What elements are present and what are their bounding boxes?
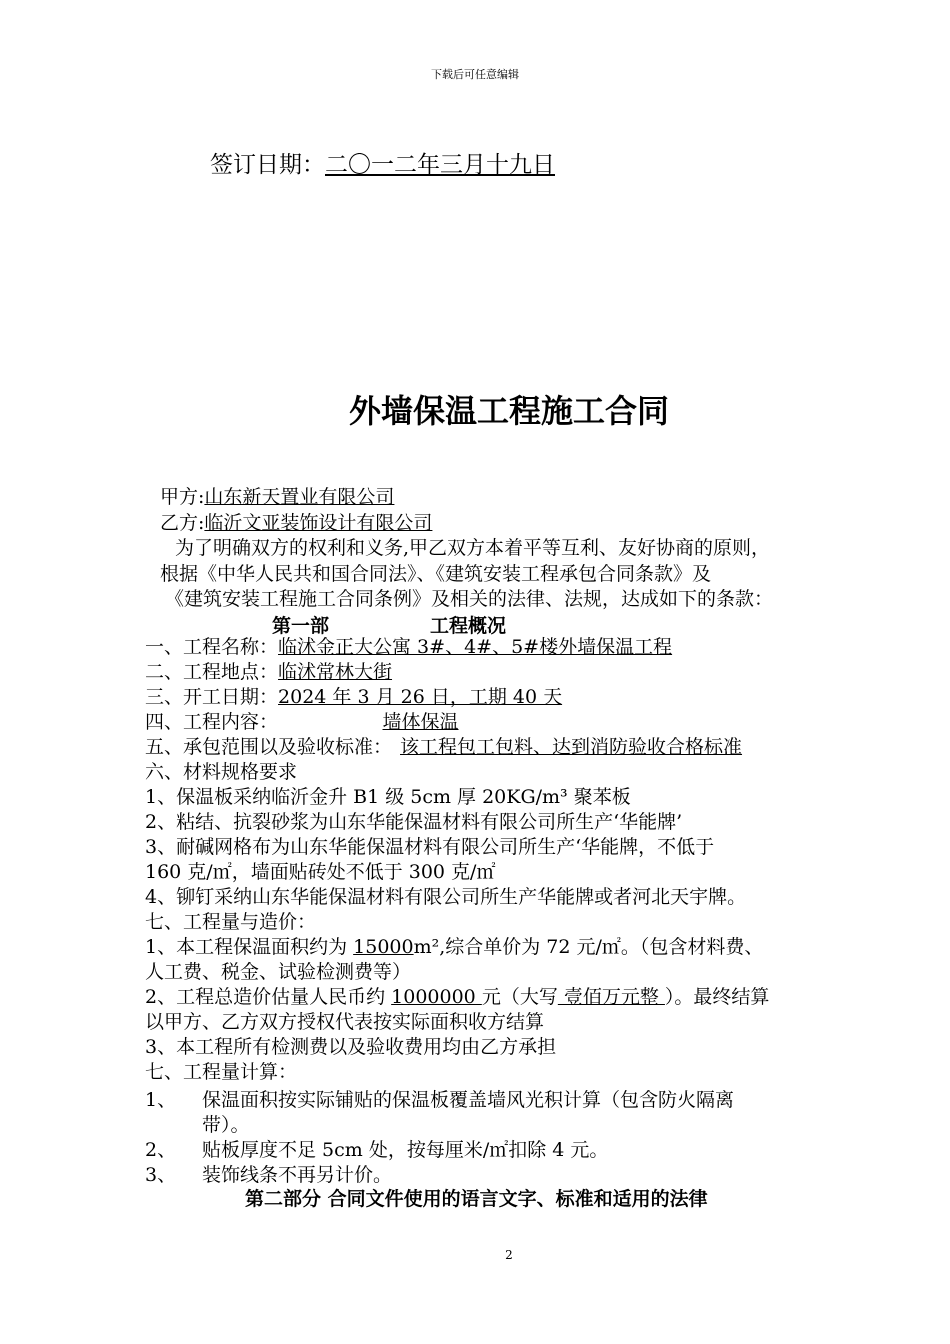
cost-area-value: 15000: [353, 936, 414, 958]
party-a-label: 甲方:: [160, 486, 205, 508]
party-a: [160, 485, 394, 509]
material-item: 4、铆钉采纳山东华能保温材料有限公司所生产华能牌或者河北天宇牌。: [145, 886, 747, 908]
cost-line-3: 3、本工程所有检测费以及验收费用均由乙方承担: [145, 1036, 557, 1058]
calc-item-text: 贴板厚度不足 5cm 处，按每厘米/㎡扣除 4 元。: [202, 1139, 609, 1161]
cost-line-2-mid: 元（大写: [481, 986, 558, 1008]
party-b-value: 临沂文亚装饰设计有限公司: [204, 512, 433, 534]
project-scope-label: 五、承包范围以及验收标准：: [145, 736, 393, 758]
calc-item-number: 2、: [145, 1139, 177, 1161]
document-title: 外墙保温工程施工合同: [348, 392, 669, 430]
part1-title: 工程概况: [430, 615, 507, 637]
cost-line-2-rest: ）。最终结算: [664, 986, 770, 1008]
project-content-value: 墙体保温: [382, 711, 459, 733]
material-item: 3、耐碱网格布为山东华能保温材料有限公司所生产‘华能牌，不低于: [145, 836, 715, 858]
preamble-line: 根据《中华人民共和国合同法》、《建筑安装工程承包合同条款》及: [160, 563, 712, 585]
calc-item-text-cont: 带）。: [202, 1114, 250, 1136]
cost-line-1-text: 1、本工程保温面积约为: [145, 936, 354, 958]
cost-line-2: [145, 985, 769, 1009]
part1-label: 第一部: [272, 615, 330, 637]
project-start-label: 三、开工日期：: [145, 686, 279, 708]
project-scope: [145, 735, 742, 759]
sign-date-label: 签订日期：: [210, 152, 325, 178]
material-item: 2、粘结、抗裂砂浆为山东华能保温材料有限公司所生产‘华能牌’: [145, 811, 683, 833]
project-name-label: 一、工程名称：: [145, 636, 279, 658]
party-a-value: 山东新天置业有限公司: [204, 486, 395, 508]
cost-line-2-text: 2、工程总造价估量人民币约: [145, 986, 392, 1008]
material-item: 1、保温板采纳临沂金升 B1 级 5cm 厚 20KG/m³ 聚苯板: [145, 786, 631, 808]
cost-line-1: [145, 935, 763, 959]
cost-line-1-rest: m²,综合单价为 72 元/㎡。（包含材料费、: [413, 936, 764, 958]
project-content-label: 四、工程内容：: [145, 711, 279, 733]
project-start-value: 2024 年 3 月 26 日，工期 40 天: [278, 686, 563, 708]
calc-item-number: 3、: [145, 1164, 177, 1186]
project-name-value: 临沭金正大公寓 3#、4#、5#楼外墙保温工程: [278, 636, 673, 658]
cost-line-1-cont: 人工费、税金、试验检测费等）: [145, 961, 412, 983]
cost-heading: 七、工程量与造价：: [145, 911, 317, 933]
cost-amount-upper: 壹佰万元整: [557, 986, 665, 1008]
project-location: [145, 660, 392, 684]
project-start: [145, 685, 562, 709]
preamble-line: 为了明确双方的权利和义务,甲乙双方本着平等互利、友好协商的原则，: [175, 537, 771, 559]
project-location-value: 临沭常林大街: [278, 661, 393, 683]
sign-date-value: 二〇一二年三月十九日: [325, 152, 555, 178]
materials-heading: 六、材料规格要求: [145, 761, 298, 783]
calc-heading: 七、工程量计算：: [145, 1061, 298, 1083]
header-note: 下载后可任意编辑: [431, 68, 519, 81]
material-item: 160 克/㎡，墙面贴砖处不低于 300 克/㎡: [145, 861, 496, 883]
sign-date: [210, 146, 555, 179]
project-scope-value: 该工程包工包料、达到消防验收合格标准: [400, 736, 743, 758]
project-name: [145, 635, 672, 659]
calc-item-text: 装饰线条不再另计价。: [202, 1164, 393, 1186]
cost-amount-value: 1000000: [391, 986, 482, 1008]
calc-item-number: 1、: [145, 1089, 177, 1111]
part2-heading: 第二部分 合同文件使用的语言文字、标准和适用的法律: [245, 1188, 708, 1210]
project-content: [145, 710, 603, 734]
page-number: 2: [505, 1248, 513, 1262]
project-location-label: 二、工程地点：: [145, 661, 279, 683]
calc-item-text: 保温面积按实际铺贴的保温板覆盖墙风光积计算（包含防火隔离: [202, 1089, 735, 1111]
party-b-label: 乙方:: [160, 512, 205, 534]
preamble-line: 《建筑安装工程施工合同条例》及相关的法律、法规，达成如下的条款：: [165, 588, 774, 610]
cost-line-2-cont: 以甲方、乙方双方授权代表按实际面积收方结算: [145, 1011, 545, 1033]
party-b: [160, 511, 432, 535]
